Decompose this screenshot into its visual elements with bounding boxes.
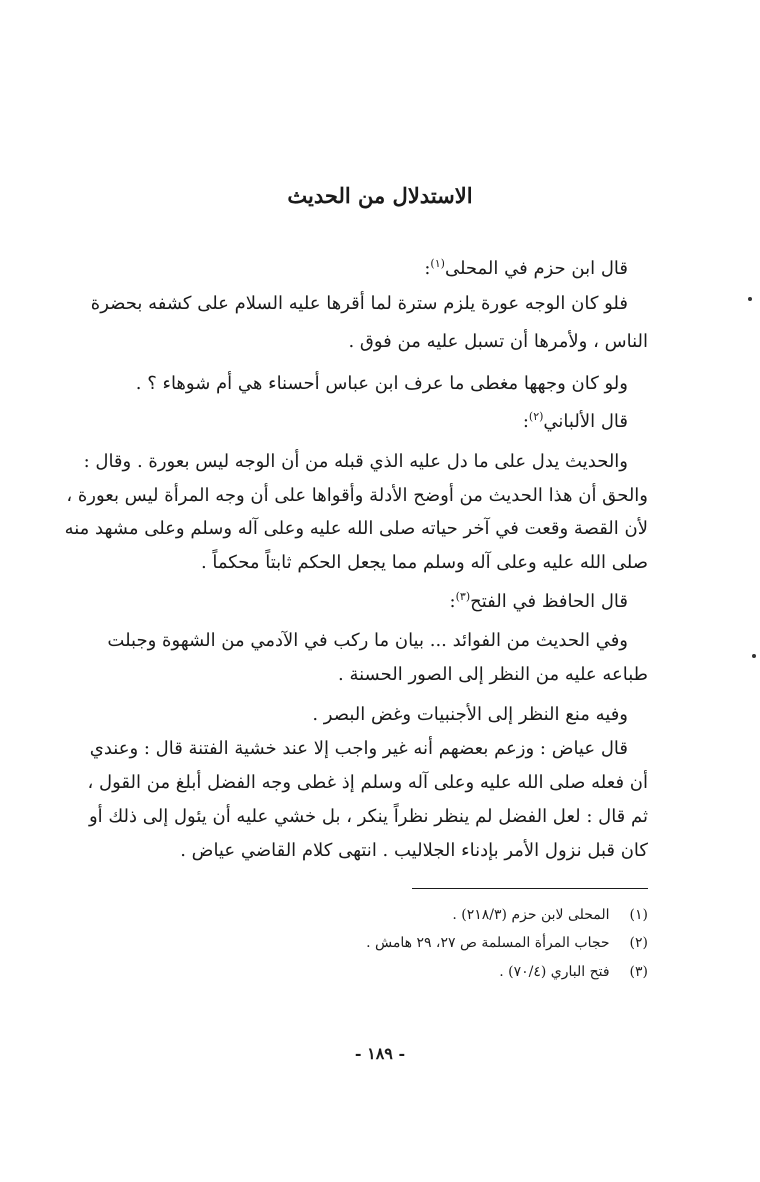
body-line: قال الألباني$^{(٢)}$: [522,410,628,432]
footnote-divider [412,888,648,889]
footnote [112,933,648,953]
body-line: الناس ، ولأمرها أن تسبل عليه من فوق . [348,331,648,352]
body-line: والحق أن هذا الحديث من أوضح الأدلة وأقواها على أن وجه المرأة ليس بعورة ، [66,485,648,506]
footnote-text: حجاب المرأة المسلمة ص ٢٧، ٢٩ هامش . [366,935,610,951]
body-line: فلو كان الوجه عورة يلزم سترة لما أقرها عليه السلام على كشفه بحضرة [90,293,628,314]
body-line: كان قبل نزول الأمر بإدناء الجلاليب . انتهى كلام القاضي عياض . [180,840,648,861]
footnote-number: (٣) [629,964,648,980]
body-line: قال الحافظ في الفتح$^{(٣)}$: [449,590,628,612]
body-line: لأن القصة وقعت في آخر حياته صلى الله عليه وعلى آله وسلم وعلى مشهد منه [64,518,648,539]
page-number: - ١٨٩ - [354,1044,406,1063]
footnote-number: (١) [629,907,648,923]
footnote [112,962,648,982]
footnote-ref[interactable]: (٢) [528,410,544,423]
body-line: قال عياض : وزعم بعضهم أنه غير واجب إلا عند خشية الفتنة قال : وعندي [89,738,628,759]
body-line: أن فعله صلى الله عليه وعلى آله وسلم إذ غطى وجه الفضل أبلغ من القول ، [87,772,648,793]
footnote-text: المحلى لابن حزم (٢١٨/٣) . [452,907,610,923]
footnote-ref[interactable]: (٣) [455,590,471,603]
footnote [112,905,648,925]
body-line: قال ابن حزم في المحلى$^{(١)}$: [424,257,628,279]
body-line: طباعه عليه من النظر إلى الصور الحسنة . [338,664,648,685]
scan-speck [752,654,756,658]
footnote-ref[interactable]: (١) [430,257,445,270]
section-title: الاستدلال من الحديث [287,183,473,208]
scan-speck [748,297,752,301]
body-line: والحديث يدل على ما دل عليه الذي قبله من أن الوجه ليس بعورة . وقال : [83,451,628,472]
body-line: ولو كان وجهها مغطى ما عرف ابن عباس أحسناء هي أم شوهاء ؟ . [135,373,628,394]
body-line: صلى الله عليه وعلى آله وسلم مما يجعل الحكم ثابتاً محكماً . [200,552,648,573]
footnote-text: فتح الباري (٧٠/٤) . [499,964,610,980]
body-line: وفيه منع النظر إلى الأجنبيات وغض البصر . [312,704,628,725]
footnote-number: (٢) [629,935,648,951]
body-line: ثم قال : لعل الفضل لم ينظر نظراً ينكر ، بل خشي عليه أن يئول إلى ذلك أو [88,806,648,827]
body-line: وفي الحديث من الفوائد ... بيان ما ركب في الآدمي من الشهوة وجبلت [107,630,628,651]
